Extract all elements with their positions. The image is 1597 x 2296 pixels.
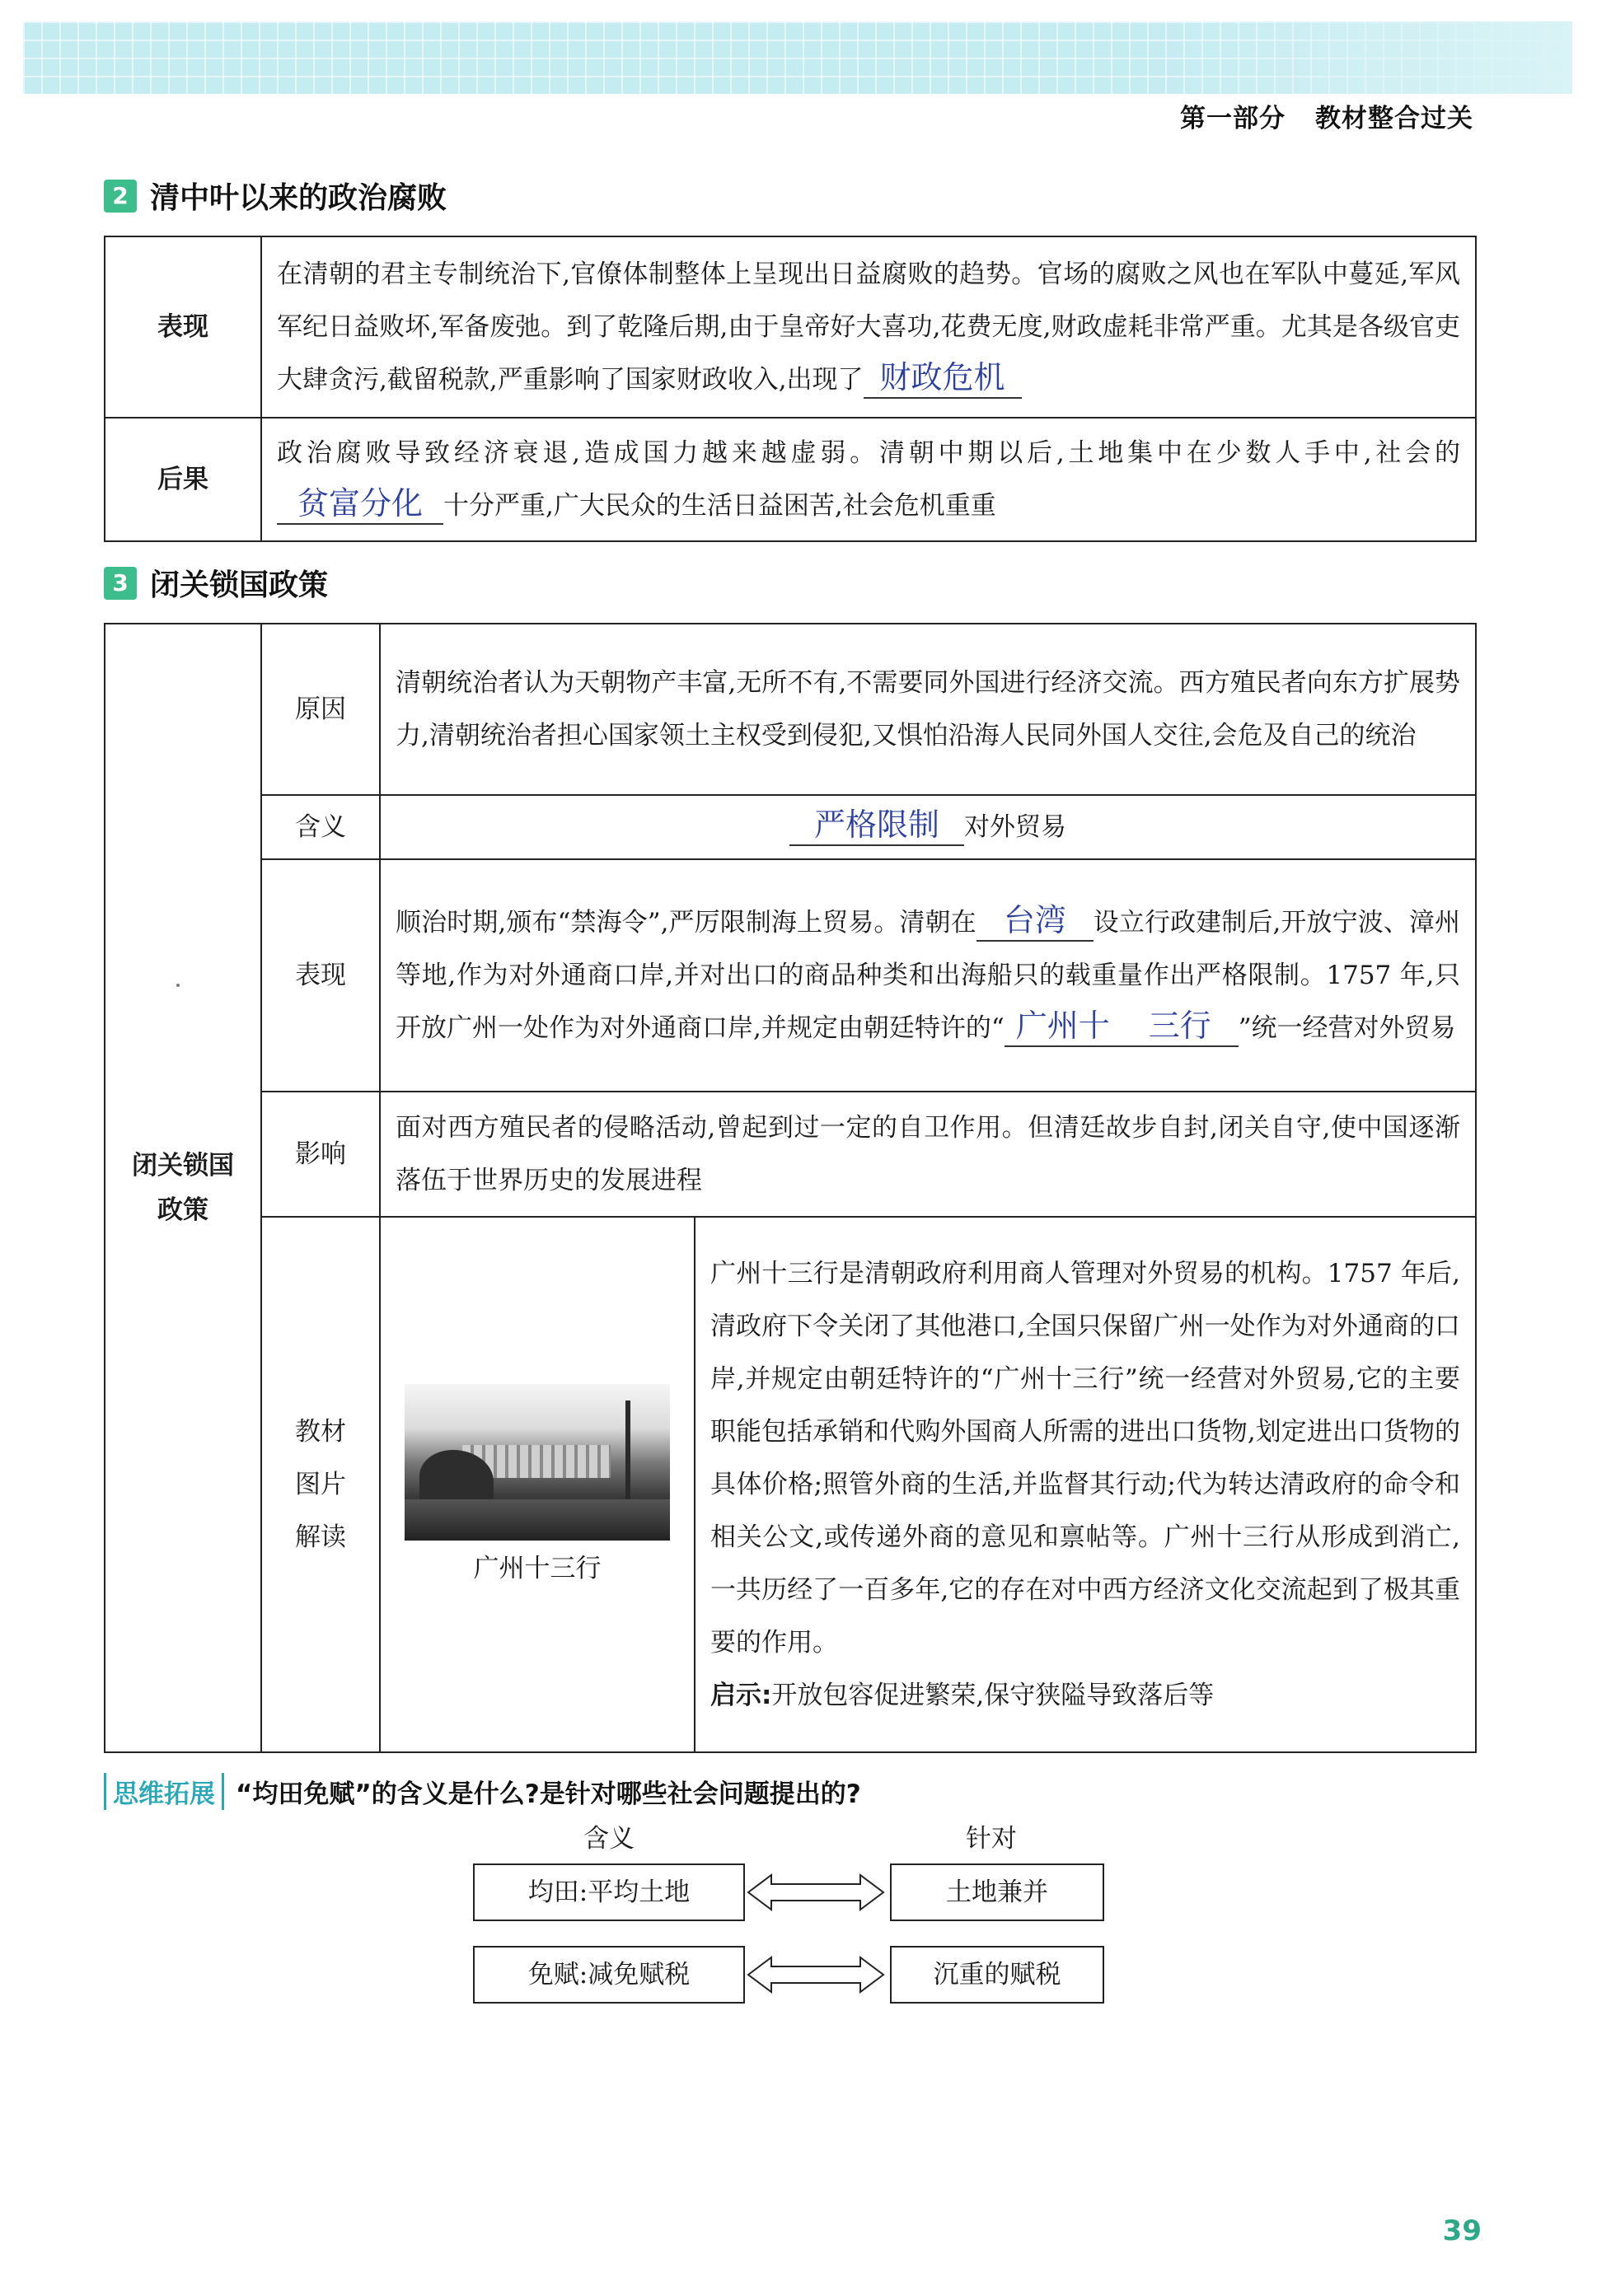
reason-text: 清朝统治者认为天朝物产丰富,无所不有,不需要同外国进行经济交流。西方殖民者向东方扩展势力,清朝统治者担心国家领土主权受到侵犯,又惧怕沿海人民同外国人交往,会危及自己的统治	[380, 624, 1476, 795]
hint-text: 开放包容促进繁荣,保守狭隘导致落后等	[771, 1681, 1215, 1710]
consequence-text-1: 政治腐败导致经济衰退,造成国力越来越虚弱。清朝中期以后,土地集中在少数人手中,社会的	[277, 438, 1460, 468]
section-3-heading: 闭关锁国政策	[150, 568, 329, 602]
hint-label: 启示:	[710, 1681, 772, 1710]
row-head-impact: 影响	[261, 1092, 380, 1217]
table-row	[105, 624, 1476, 795]
section-2-number: 2	[104, 180, 137, 213]
col-label-meaning: 含义	[583, 1824, 635, 1854]
table-row	[105, 1217, 1476, 1752]
corruption-table	[104, 236, 1477, 542]
double-arrow-icon	[745, 1954, 887, 1995]
picture-head-3: 解读	[295, 1522, 346, 1552]
stray-mark	[176, 984, 180, 987]
closed-door-table	[104, 623, 1477, 1753]
row-head-reason: 原因	[261, 624, 380, 795]
page-number: 39	[1442, 2214, 1482, 2247]
row-head-meaning: 含义	[261, 795, 380, 859]
manifest-text-2: 设立行政建制后,开放宁波、漳州等地,作为对外通商口岸,并对出口的商品种类和出海船只的载重量作出严格限制。1757 年,只开放广州一处作为对外通商口岸,并规定由朝廷特许的“	[396, 908, 1460, 1043]
thinking-question	[104, 1773, 861, 1810]
row-content-manifest	[261, 236, 1476, 418]
col-label-target: 针对	[966, 1824, 1017, 1854]
thirteen-hongs-photo	[405, 1384, 670, 1541]
section-2-heading: 清中叶以来的政治腐败	[150, 181, 447, 215]
table-row	[105, 795, 1476, 859]
picture-cell	[380, 1217, 695, 1752]
answer-fiscal-crisis: 财政危机	[864, 358, 1022, 399]
picture-explanation	[695, 1217, 1476, 1752]
meaning-text: 对外贸易	[964, 812, 1066, 842]
row-head-consequence: 后果	[105, 418, 261, 541]
table-row	[105, 859, 1476, 1092]
section-3-title	[104, 562, 328, 604]
picture-text: 广州十三行是清朝政府利用商人管理对外贸易的机构。1757 年后,清政府下令关闭了其他港口,全国只保留广州一处作为对外通商的口岸,并规定由朝廷特许的“广州十三行”统一经营对外贸易,它的主要职能包括承销和代购外国商人所需的进出口货物,划定进出口货物的具体价格;照管外商的生活,并监督其行动;代为转达清政府的命令和相关公文,或传递外商的意见和禀帖等。广州十三行从形成到消亡,一共历经了一百多年,它的存在对中西方经济文化交流起到了极其重要的作用。	[710, 1259, 1460, 1658]
answer-strict-limit: 严格限制	[789, 805, 964, 846]
manifestation-content	[380, 859, 1476, 1092]
box-meaning-1: 均田:平均土地	[473, 1863, 745, 1921]
row-content-consequence	[261, 418, 1476, 541]
answer-taiwan: 台湾	[976, 900, 1094, 942]
consequence-text-2: 十分严重,广大民众的生活日益困苦,社会危机重重	[443, 491, 996, 521]
manifest-text: 在清朝的君主专制统治下,官僚体制整体上呈现出日益腐败的趋势。官场的腐败之风也在军队中蔓延,军风军纪日益败坏,军备废弛。到了乾隆后期,由于皇帝好大喜功,花费无度,财政虚耗非常严重。尤其是各级官吏大肆贪污,截留税款,严重影响了国家财政收入,出现了	[277, 260, 1461, 395]
meaning-content	[380, 795, 1476, 859]
manifest-text-1: 顺治时期,颁布“禁海令”,严厉限制海上贸易。清朝在	[396, 908, 976, 938]
double-arrow-icon	[745, 1872, 887, 1913]
row-head-manifest: 表现	[105, 236, 261, 418]
section-3-number: 3	[104, 567, 137, 600]
table-row	[105, 418, 1476, 541]
answer-wealth-gap: 贫富分化	[277, 484, 443, 525]
answer-guangzhou-13-b: 三行	[1122, 1006, 1239, 1047]
section-2-title	[104, 175, 447, 217]
picture-head-2: 图片	[295, 1470, 346, 1499]
box-target-1: 土地兼并	[890, 1863, 1104, 1921]
table-row	[105, 236, 1476, 418]
running-header	[1180, 97, 1473, 134]
row-head-manifestation: 表现	[261, 859, 380, 1092]
answer-guangzhou-13-a: 广州十	[1005, 1006, 1122, 1047]
manifest-text-3: ”统一经营对外贸易	[1238, 1013, 1456, 1043]
photo-water	[405, 1499, 670, 1541]
impact-text: 面对西方殖民者的侵略活动,曾起到过一定的自卫作用。但清廷故步自封,闭关自守,使中国逐渐落伍于世界历史的发展进程	[380, 1092, 1476, 1217]
box-meaning-2: 免赋:减免赋税	[473, 1946, 745, 2004]
policy-label-line-1: 闭关锁国	[132, 1151, 234, 1181]
table-row	[105, 1092, 1476, 1217]
policy-label	[105, 624, 261, 1752]
thinking-tag: 思维拓展	[104, 1773, 224, 1810]
header-band	[23, 21, 1572, 94]
picture-hint	[710, 1669, 1460, 1722]
photo-caption: 广州十三行	[473, 1554, 602, 1583]
policy-label-line-2: 政策	[157, 1195, 208, 1225]
thinking-question-text: “均田免赋”的含义是什么?是针对哪些社会问题提出的?	[236, 1779, 861, 1809]
row-head-picture	[261, 1217, 380, 1752]
picture-head-1: 教材	[295, 1417, 346, 1447]
box-target-2: 沉重的赋税	[890, 1946, 1104, 2004]
header-title: 教材整合过关	[1315, 104, 1473, 133]
header-part: 第一部分	[1180, 104, 1286, 133]
